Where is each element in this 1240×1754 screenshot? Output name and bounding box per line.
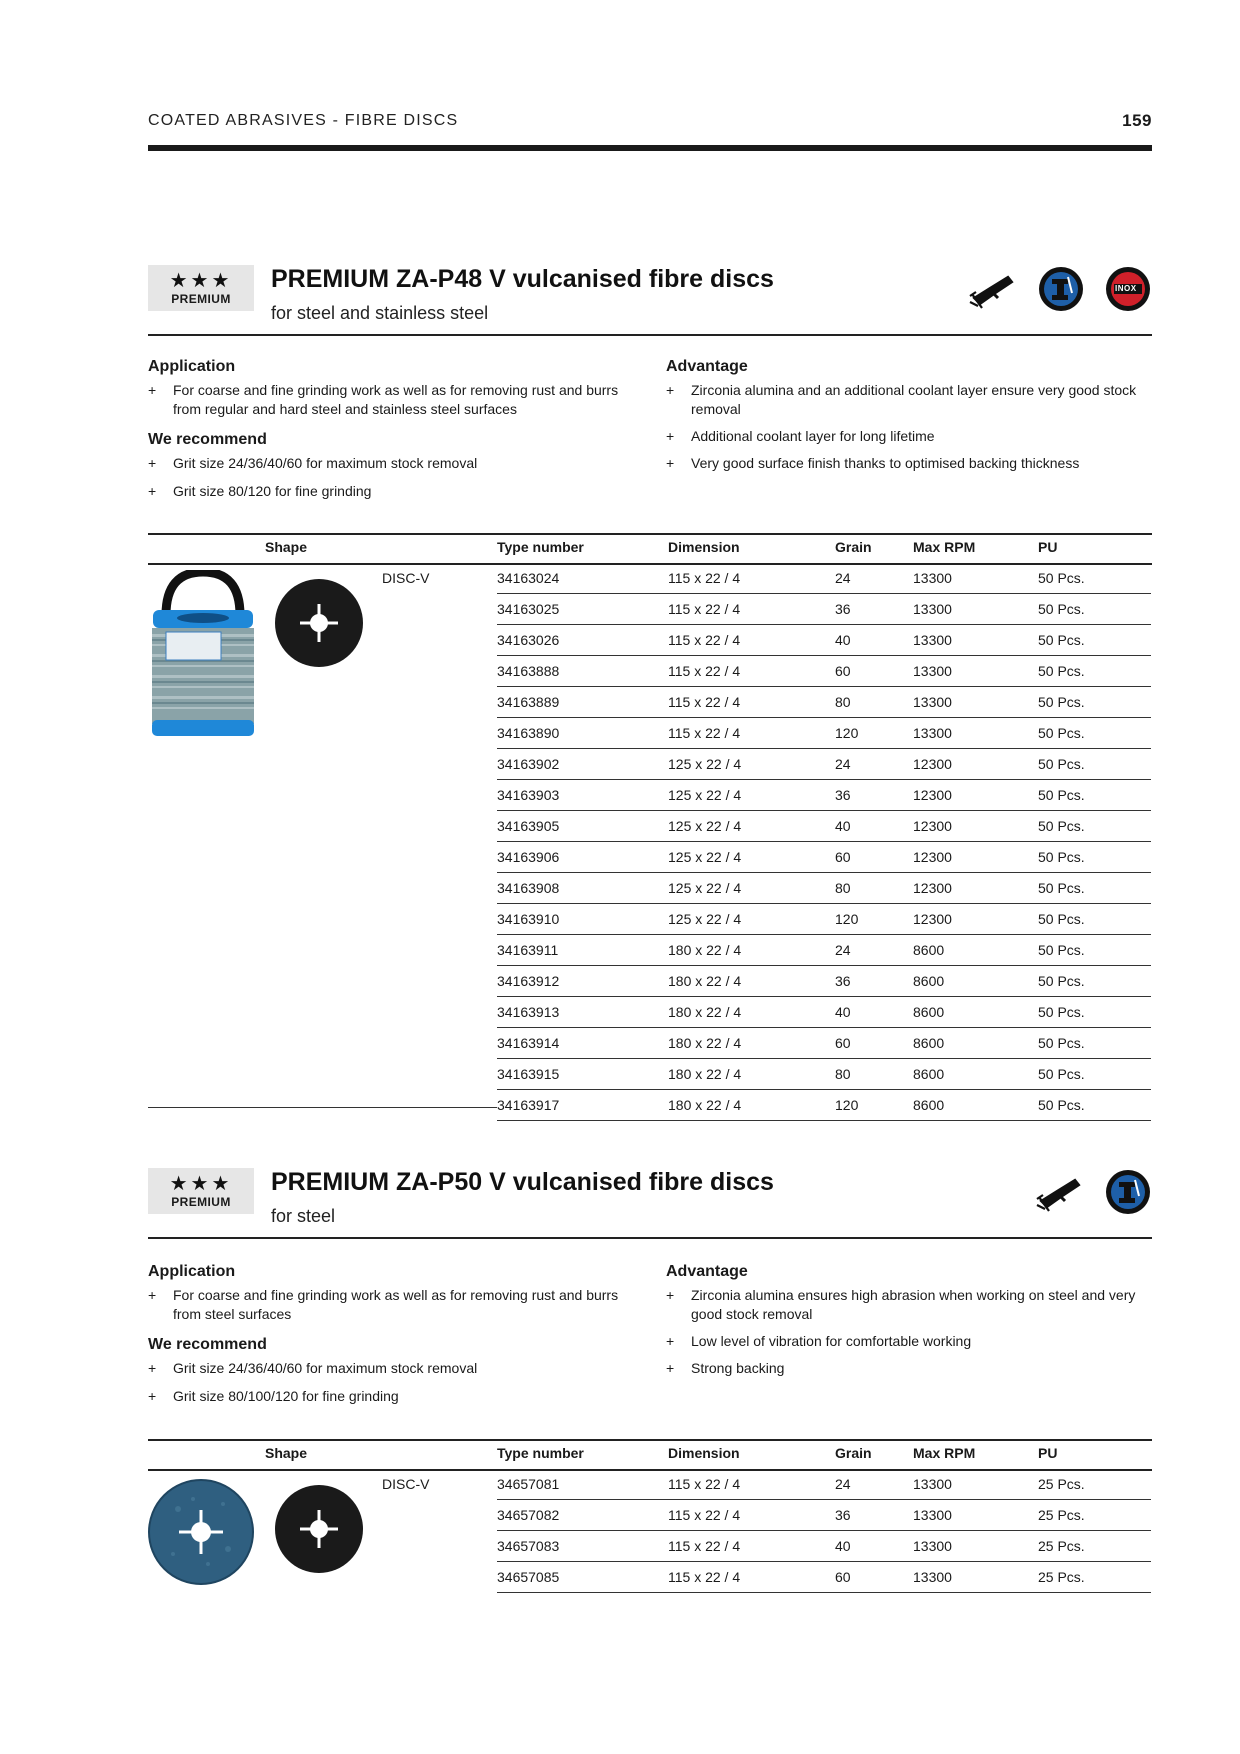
table-row: 34163915 180 x 22 / 4 80 8600 50 Pcs. bbox=[497, 1059, 1151, 1090]
table-row: 34163905 125 x 22 / 4 40 12300 50 Pcs. bbox=[497, 811, 1151, 842]
steel-icon bbox=[1106, 1170, 1150, 1214]
product-title: PREMIUM ZA-P50 V vulcanised fibre discs bbox=[271, 1168, 774, 1196]
advantage-item: + Zirconia alumina ensures high abrasion when working on steel and very good stock removal bbox=[666, 1287, 1136, 1322]
disc-shape-icon bbox=[274, 1484, 364, 1574]
disc-shape-icon bbox=[274, 578, 364, 668]
stars-icon: ★★★ bbox=[169, 1172, 233, 1195]
section-rule bbox=[148, 1237, 1152, 1239]
table-row: 34163908 125 x 22 / 4 80 12300 50 Pcs. bbox=[497, 873, 1151, 904]
table-row: 34657085 115 x 22 / 4 60 13300 25 Pcs. bbox=[497, 1562, 1151, 1593]
inox-label: INOX bbox=[1115, 284, 1137, 293]
col-header-pu: PU bbox=[1038, 539, 1058, 555]
col-header-rpm: Max RPM bbox=[913, 1445, 976, 1461]
col-header-type: Type number bbox=[497, 1445, 584, 1461]
table-row: 34163889 115 x 22 / 4 80 13300 50 Pcs. bbox=[497, 687, 1151, 718]
table-row: 34163890 115 x 22 / 4 120 13300 50 Pcs. bbox=[497, 718, 1151, 749]
recommend-heading: We recommend bbox=[148, 1336, 267, 1353]
col-header-pu: PU bbox=[1038, 1445, 1058, 1461]
table-row: 34163026 115 x 22 / 4 40 13300 50 Pcs. bbox=[497, 625, 1151, 656]
table-row: 34163913 180 x 22 / 4 40 8600 50 Pcs. bbox=[497, 997, 1151, 1028]
recommend-item: + Grit size 80/100/120 for fine grinding bbox=[148, 1388, 399, 1404]
table-row: 34163912 180 x 22 / 4 36 8600 50 Pcs. bbox=[497, 966, 1151, 997]
advantage-item: + Very good surface finish thanks to optimised backing thickness bbox=[666, 455, 1080, 471]
col-header-dimension: Dimension bbox=[668, 539, 740, 555]
advantage-item: + Additional coolant layer for long lifetime bbox=[666, 428, 935, 444]
product-subtitle: for steel bbox=[271, 1206, 336, 1226]
advantage-item: + Zirconia alumina and an additional coolant layer ensure very good stock removal bbox=[666, 382, 1137, 417]
application-heading: Application bbox=[148, 358, 236, 375]
premium-badge bbox=[148, 1168, 254, 1214]
section-rule bbox=[148, 334, 1152, 336]
table-top-rule bbox=[148, 533, 1152, 535]
table-row: 34657081 115 x 22 / 4 24 13300 25 Pcs. bbox=[497, 1469, 1151, 1500]
shape-label: DISC-V bbox=[382, 570, 430, 586]
header-rule bbox=[148, 145, 1152, 151]
product-subtitle: for steel and stainless steel bbox=[271, 303, 489, 323]
advantage-item: + Low level of vibration for comfortable working bbox=[666, 1333, 972, 1349]
premium-badge bbox=[148, 265, 254, 311]
table-top-rule bbox=[148, 1439, 1152, 1441]
col-header-dimension: Dimension bbox=[668, 1445, 740, 1461]
recommend-item: + Grit size 24/36/40/60 for maximum stock removal bbox=[148, 1360, 478, 1376]
col-header-grain: Grain bbox=[835, 1445, 872, 1461]
table-row: 34163906 125 x 22 / 4 60 12300 50 Pcs. bbox=[497, 842, 1151, 873]
application-item: + For coarse and fine grinding work as well as for removing rust and burrs from regular and hard steel and stainless steel surfaces bbox=[148, 382, 619, 417]
table-row: 34163910 125 x 22 / 4 120 12300 50 Pcs. bbox=[497, 904, 1151, 935]
shape-label: DISC-V bbox=[382, 1476, 430, 1492]
table-row: 34657082 115 x 22 / 4 36 13300 25 Pcs. bbox=[497, 1500, 1151, 1531]
col-header-shape: Shape bbox=[265, 1445, 308, 1461]
spec-table bbox=[497, 563, 1151, 1121]
table-row: 34163888 115 x 22 / 4 60 13300 50 Pcs. bbox=[497, 656, 1151, 687]
premium-label: PREMIUM bbox=[171, 1194, 231, 1209]
table-row: 34163024 115 x 22 / 4 24 13300 50 Pcs. bbox=[497, 563, 1151, 594]
col-header-rpm: Max RPM bbox=[913, 539, 976, 555]
advantage-heading: Advantage bbox=[666, 1263, 748, 1280]
table-row: 34163903 125 x 22 / 4 36 12300 50 Pcs. bbox=[497, 780, 1151, 811]
stainless-inox-icon bbox=[1106, 267, 1150, 311]
disc-bucket-image bbox=[148, 570, 258, 745]
table-row: 34657083 115 x 22 / 4 40 13300 25 Pcs. bbox=[497, 1531, 1151, 1562]
table-row: 34163914 180 x 22 / 4 60 8600 50 Pcs. bbox=[497, 1028, 1151, 1059]
section-header: COATED ABRASIVES - FIBRE DISCS bbox=[148, 112, 459, 129]
blue-disc-image bbox=[148, 1479, 254, 1585]
steel-icon bbox=[1039, 267, 1083, 311]
table-bottom-rule bbox=[148, 1107, 497, 1108]
table-row: 34163902 125 x 22 / 4 24 12300 50 Pcs. bbox=[497, 749, 1151, 780]
recommend-item: + Grit size 24/36/40/60 for maximum stock removal bbox=[148, 455, 478, 471]
premium-label: PREMIUM bbox=[171, 291, 231, 306]
col-header-shape: Shape bbox=[265, 539, 308, 555]
table-row: 34163911 180 x 22 / 4 24 8600 50 Pcs. bbox=[497, 935, 1151, 966]
stars-icon: ★★★ bbox=[169, 269, 233, 292]
table-row: 34163025 115 x 22 / 4 36 13300 50 Pcs. bbox=[497, 594, 1151, 625]
advantage-heading: Advantage bbox=[666, 358, 748, 375]
col-header-grain: Grain bbox=[835, 539, 872, 555]
col-header-type: Type number bbox=[497, 539, 584, 555]
application-heading: Application bbox=[148, 1263, 236, 1280]
application-item: + For coarse and fine grinding work as well as for removing rust and burrs from steel surfaces bbox=[148, 1287, 619, 1322]
recommend-heading: We recommend bbox=[148, 431, 267, 448]
product-title: PREMIUM ZA-P48 V vulcanised fibre discs bbox=[271, 265, 774, 293]
advantage-item: + Strong backing bbox=[666, 1360, 785, 1376]
recommend-item: + Grit size 80/120 for fine grinding bbox=[148, 483, 372, 499]
angle-grinder-icon bbox=[1035, 1171, 1085, 1215]
page-number: 159 bbox=[1122, 111, 1152, 130]
angle-grinder-icon bbox=[968, 268, 1018, 312]
table-row: 34163917 180 x 22 / 4 120 8600 50 Pcs. bbox=[497, 1090, 1151, 1121]
spec-table bbox=[497, 1469, 1151, 1593]
